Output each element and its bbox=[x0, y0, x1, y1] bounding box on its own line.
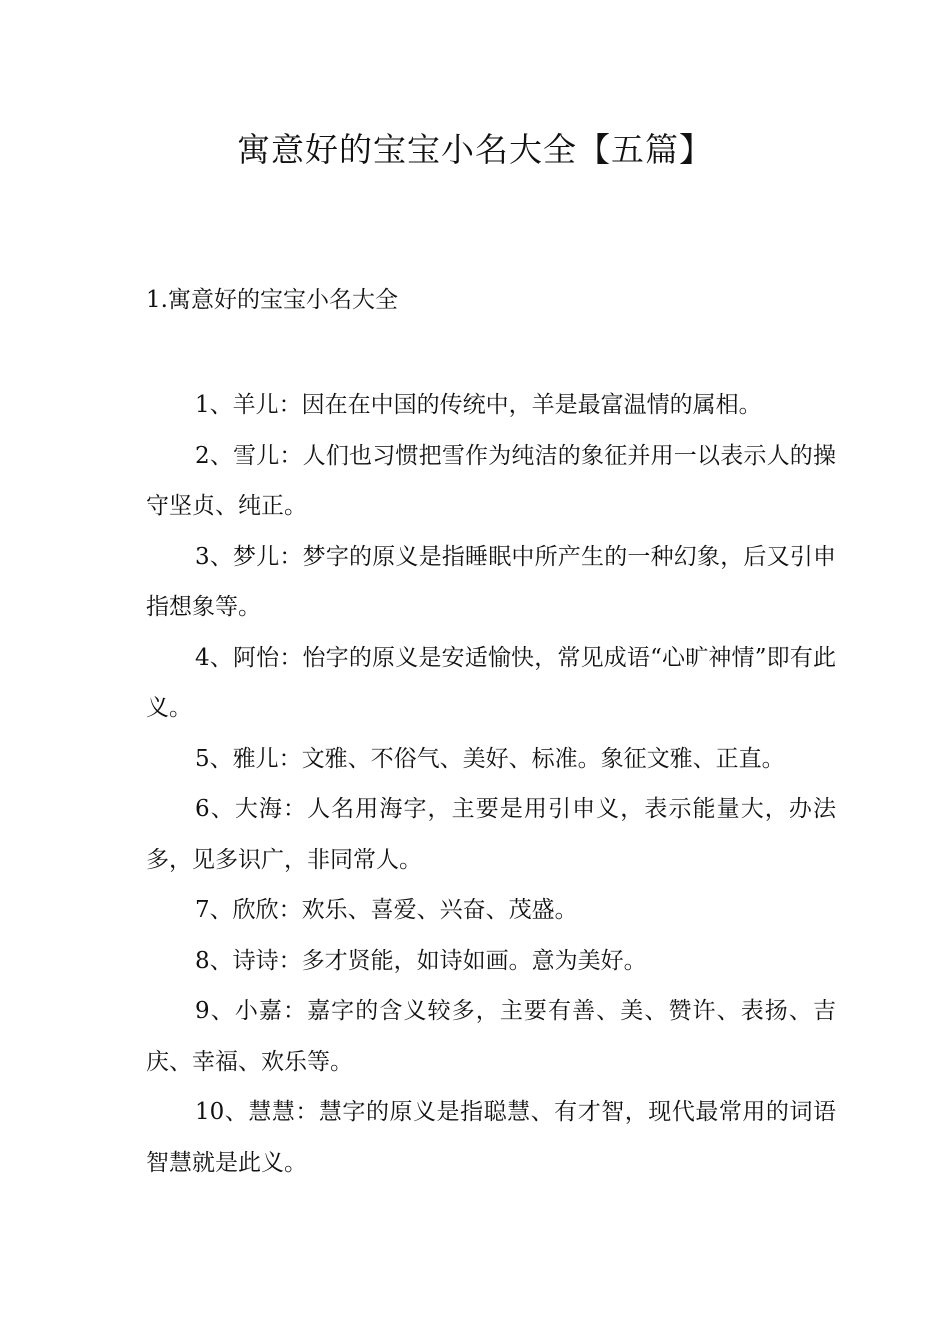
list-item: 7、欣欣：欢乐、喜爱、兴奋、茂盛。 bbox=[195, 897, 578, 923]
section-heading: 1.寓意好的宝宝小名大全 bbox=[146, 287, 398, 313]
list-item: 5、雅儿：文雅、不俗气、美好、标准。象征文雅、正直。 bbox=[195, 745, 785, 772]
list-item: 8、诗诗：多才贤能，如诗如画。意为美好。 bbox=[195, 947, 647, 974]
list-item: 10、慧慧：慧字的原义是指聪慧、有才智，现代最常用的词语智慧就是此义。 bbox=[146, 1099, 836, 1176]
name-list bbox=[146, 380, 836, 1188]
document-title: 寓意好的宝宝小名大全【五篇】 bbox=[237, 130, 713, 169]
list-item: 9、小嘉：嘉字的含义较多，主要有善、美、赞许、表扬、吉庆、幸福、欢乐等。 bbox=[146, 998, 836, 1075]
list-item: 6、大海：人名用海字，主要是用引申义，表示能量大，办法多，见多识广，非同常人。 bbox=[146, 796, 836, 873]
list-item: 4、阿怡：怡字的原义是安适愉快，常见成语“心旷神情”即有此义。 bbox=[146, 644, 836, 721]
list-item: 1、羊儿：因在在中国的传统中，羊是最富温情的属相。 bbox=[195, 392, 762, 418]
list-item: 3、梦儿：梦字的原义是指睡眠中所产生的一种幻象，后又引申指想象等。 bbox=[146, 543, 836, 620]
list-item: 2、雪儿：人们也习惯把雪作为纯洁的象征并用一以表示人的操守坚贞、纯正。 bbox=[146, 442, 836, 519]
